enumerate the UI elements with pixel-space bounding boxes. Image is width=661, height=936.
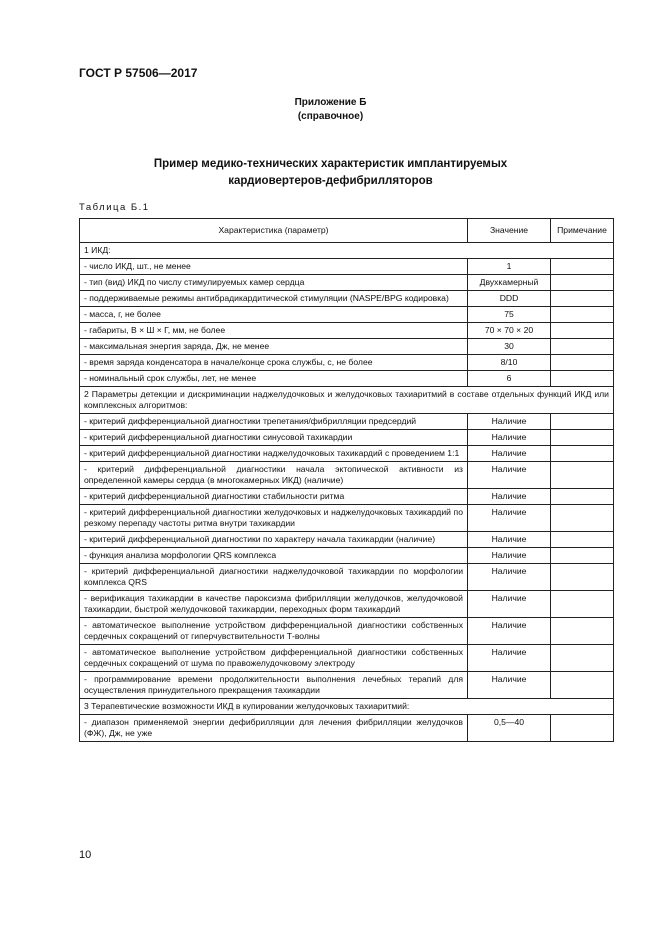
value-cell: Наличие — [468, 591, 551, 618]
note-cell — [551, 462, 614, 489]
note-cell — [551, 672, 614, 699]
value-cell: DDD — [468, 291, 551, 307]
table-row — [80, 532, 614, 548]
note-cell — [551, 548, 614, 564]
table-row — [80, 291, 614, 307]
note-cell — [551, 645, 614, 672]
value-cell: Наличие — [468, 462, 551, 489]
page-number: 10 — [79, 849, 92, 861]
section-heading: 1 ИКД: — [80, 243, 614, 259]
value-cell: Наличие — [468, 505, 551, 532]
standard-header: ГОСТ Р 57506—2017 — [79, 66, 198, 80]
value-cell: 0,5—40 — [468, 715, 551, 742]
table-row — [80, 371, 614, 387]
parameter-cell: - диапазон применяемой энергии дефибрилляции для лечения фибрилляции желудочков (ФЖ), Дж, не уже — [80, 715, 468, 742]
note-cell — [551, 291, 614, 307]
appendix-subtitle: (справочное) — [297, 111, 364, 122]
parameter-cell: - поддерживаемые режимы антибрадикардитической стимуляции (NASPE/BPG кодировка) — [80, 291, 468, 307]
parameter-cell: - критерий дифференциальной диагностики по характеру начала тахикардии (наличие) — [80, 532, 468, 548]
parameter-cell: - критерий дифференциальной диагностики наджелудочковых тахикардий с проведением 1:1 — [80, 446, 468, 462]
value-cell: Наличие — [468, 489, 551, 505]
note-cell — [551, 259, 614, 275]
note-cell — [551, 414, 614, 430]
note-cell — [551, 307, 614, 323]
parameter-cell: - критерий дифференциальной диагностики стабильности ритма — [80, 489, 468, 505]
table-row — [80, 715, 614, 742]
value-cell: 8/10 — [468, 355, 551, 371]
document-title-line-1: Пример медико-технических характеристик имплантируемых — [153, 158, 508, 170]
parameter-cell: - функция анализа морфологии QRS комплекса — [80, 548, 468, 564]
table-row — [80, 307, 614, 323]
note-cell — [551, 532, 614, 548]
table-row — [80, 618, 614, 645]
table-section-row — [80, 243, 614, 259]
table-row — [80, 489, 614, 505]
appendix-heading — [0, 96, 661, 124]
table-row — [80, 548, 614, 564]
parameter-cell: - критерий дифференциальной диагностики начала эктопической активности из определенной камеры сердца (в многокамерных ИКД) (наличие) — [80, 462, 468, 489]
note-cell — [551, 430, 614, 446]
note-cell — [551, 275, 614, 291]
value-cell: Наличие — [468, 618, 551, 645]
note-cell — [551, 371, 614, 387]
note-cell — [551, 339, 614, 355]
spec-table — [79, 218, 614, 742]
table-body — [80, 243, 614, 742]
value-cell: Двухкамерный — [468, 275, 551, 291]
value-cell: Наличие — [468, 414, 551, 430]
column-header-value: Значение — [468, 219, 551, 243]
note-cell — [551, 446, 614, 462]
section-heading: 3 Терапевтические возможности ИКД в купировании желудочковых тахиаритмий: — [80, 699, 614, 715]
table-row — [80, 275, 614, 291]
parameter-cell: - габариты, В × Ш × Г, мм, не более — [80, 323, 468, 339]
note-cell — [551, 355, 614, 371]
table-row — [80, 259, 614, 275]
table-row — [80, 430, 614, 446]
parameter-cell: - тип (вид) ИКД по числу стимулируемых камер сердца — [80, 275, 468, 291]
table-row — [80, 505, 614, 532]
table-row — [80, 446, 614, 462]
table-row — [80, 462, 614, 489]
parameter-cell: - критерий дифференциальной диагностики трепетания/фибрилляции предсердий — [80, 414, 468, 430]
appendix-title: Приложение Б — [294, 97, 367, 108]
table-label: Таблица Б.1 — [79, 202, 150, 213]
document-title-line-2: кардиовертеров-дефибрилляторов — [228, 175, 433, 187]
table-row — [80, 645, 614, 672]
parameter-cell: - число ИКД, шт., не менее — [80, 259, 468, 275]
note-cell — [551, 489, 614, 505]
value-cell: Наличие — [468, 430, 551, 446]
value-cell: 30 — [468, 339, 551, 355]
note-cell — [551, 564, 614, 591]
parameter-cell: - время заряда конденсатора в начале/конце срока службы, с, не более — [80, 355, 468, 371]
table-row — [80, 414, 614, 430]
document-title — [0, 156, 661, 190]
parameter-cell: - максимальная энергия заряда, Дж, не менее — [80, 339, 468, 355]
note-cell — [551, 591, 614, 618]
section-heading: 2 Параметры детекции и дискриминации наджелудочковых и желудочковых тахиаритмий в составе отдельных функций ИКД или комплексных алгоритмов: — [80, 387, 614, 414]
value-cell: Наличие — [468, 645, 551, 672]
table-section-row — [80, 699, 614, 715]
table-row — [80, 323, 614, 339]
value-cell: 75 — [468, 307, 551, 323]
parameter-cell: - критерий дифференциальной диагностики синусовой тахикардии — [80, 430, 468, 446]
note-cell — [551, 505, 614, 532]
parameter-cell: - автоматическое выполнение устройством дифференциальной диагностики собственных сердечных сокращений от шума по правожелудочковому электроду — [80, 645, 468, 672]
parameter-cell: - критерий дифференциальной диагностики наджелудочковой тахикардии по морфологии комплекса QRS — [80, 564, 468, 591]
note-cell — [551, 715, 614, 742]
note-cell — [551, 323, 614, 339]
parameter-cell: - критерий дифференциальной диагностики желудочковых и наджелудочковых тахикардий по резкому перепаду частоты ритма внутри тахикардии — [80, 505, 468, 532]
value-cell: 70 × 70 × 20 — [468, 323, 551, 339]
note-cell — [551, 618, 614, 645]
value-cell: Наличие — [468, 564, 551, 591]
table-row — [80, 564, 614, 591]
column-header-parameter: Характеристика (параметр) — [80, 219, 468, 243]
table-section-row — [80, 387, 614, 414]
column-header-note: Примечание — [551, 219, 614, 243]
value-cell: Наличие — [468, 446, 551, 462]
value-cell: Наличие — [468, 548, 551, 564]
parameter-cell: - верификация тахикардии в качестве пароксизма фибрилляции желудочков, желудочковой тахикардии, быстрой желудочковой тахикардии, переходных форм тахикардий — [80, 591, 468, 618]
parameter-cell: - программирование времени продолжительности выполнения лечебных терапий для осуществления принудительного прекращения тахикардии — [80, 672, 468, 699]
value-cell: Наличие — [468, 672, 551, 699]
table-row — [80, 672, 614, 699]
parameter-cell: - масса, г, не более — [80, 307, 468, 323]
table-row — [80, 339, 614, 355]
table-row — [80, 355, 614, 371]
parameter-cell: - номинальный срок службы, лет, не менее — [80, 371, 468, 387]
value-cell: 1 — [468, 259, 551, 275]
value-cell: Наличие — [468, 532, 551, 548]
value-cell: 6 — [468, 371, 551, 387]
table-row — [80, 591, 614, 618]
parameter-cell: - автоматическое выполнение устройством дифференциальной диагностики собственных сердечных сокращений от гиперчувствительности Т-волны — [80, 618, 468, 645]
table-header-row — [80, 219, 614, 243]
